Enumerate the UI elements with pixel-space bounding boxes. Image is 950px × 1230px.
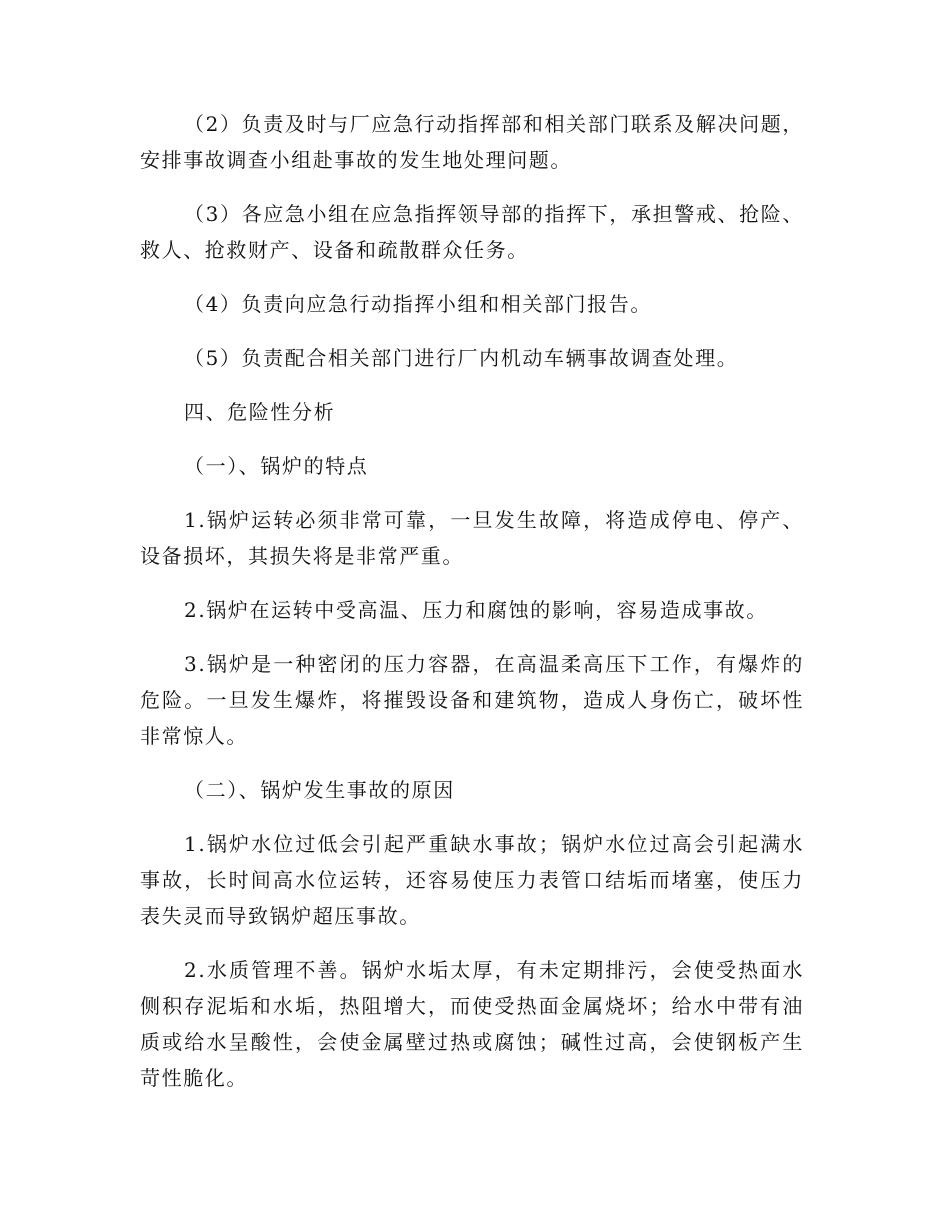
paragraph-cause-1: 1.锅炉水位过低会引起严重缺水事故；锅炉水位过高会引起满水事故，长时间高水位运转，还容易使压力表管口结垢而堵塞，使压力表失灵而导致锅炉超压事故。 bbox=[140, 832, 804, 928]
paragraph-duty-5: （5）负责配合相关部门进行厂内机动车辆事故调查处理。 bbox=[184, 346, 739, 370]
paragraph-feature-2: 2.锅炉在运转中受高温、压力和腐蚀的影响，容易造成事故。 bbox=[184, 598, 768, 622]
section-heading-risk-analysis: 四、危险性分析 bbox=[184, 400, 336, 424]
paragraph-duty-3: （3）各应急小组在应急指挥领导部的指挥下，承担警戒、抢险、救人、抢救财产、设备和疏散群众任务。 bbox=[140, 202, 804, 262]
paragraph-duty-2: （2）负责及时与厂应急行动指挥部和相关部门联系及解决问题，安排事故调查小组赴事故的发生地处理问题。 bbox=[140, 112, 804, 172]
paragraph-duty-4: （4）负责向应急行动指挥小组和相关部门报告。 bbox=[184, 292, 652, 316]
document-body bbox=[140, 106, 804, 1114]
paragraph-feature-1: 1.锅炉运转必须非常可靠，一旦发生故障，将造成停电、停产、设备损坏，其损失将是非常严重。 bbox=[140, 508, 804, 568]
subsection-heading-boiler-features: （一）、锅炉的特点 bbox=[184, 454, 369, 478]
paragraph-cause-2: 2.水质管理不善。锅炉水垢太厚，有未定期排污，会使受热面水侧积存泥垢和水垢，热阻增大，而使受热面金属烧坏；给水中带有油质或给水呈酸性，会使金属壁过热或腐蚀；碱性过高，会使钢板产生苛性脆化。 bbox=[140, 958, 804, 1090]
subsection-heading-accident-causes: （二）、锅炉发生事故的原因 bbox=[184, 778, 455, 802]
paragraph-feature-3: 3.锅炉是一种密闭的压力容器，在高温柔高压下工作，有爆炸的危险。一旦发生爆炸，将摧毁设备和建筑物，造成人身伤亡，破坏性非常惊人。 bbox=[140, 652, 804, 748]
